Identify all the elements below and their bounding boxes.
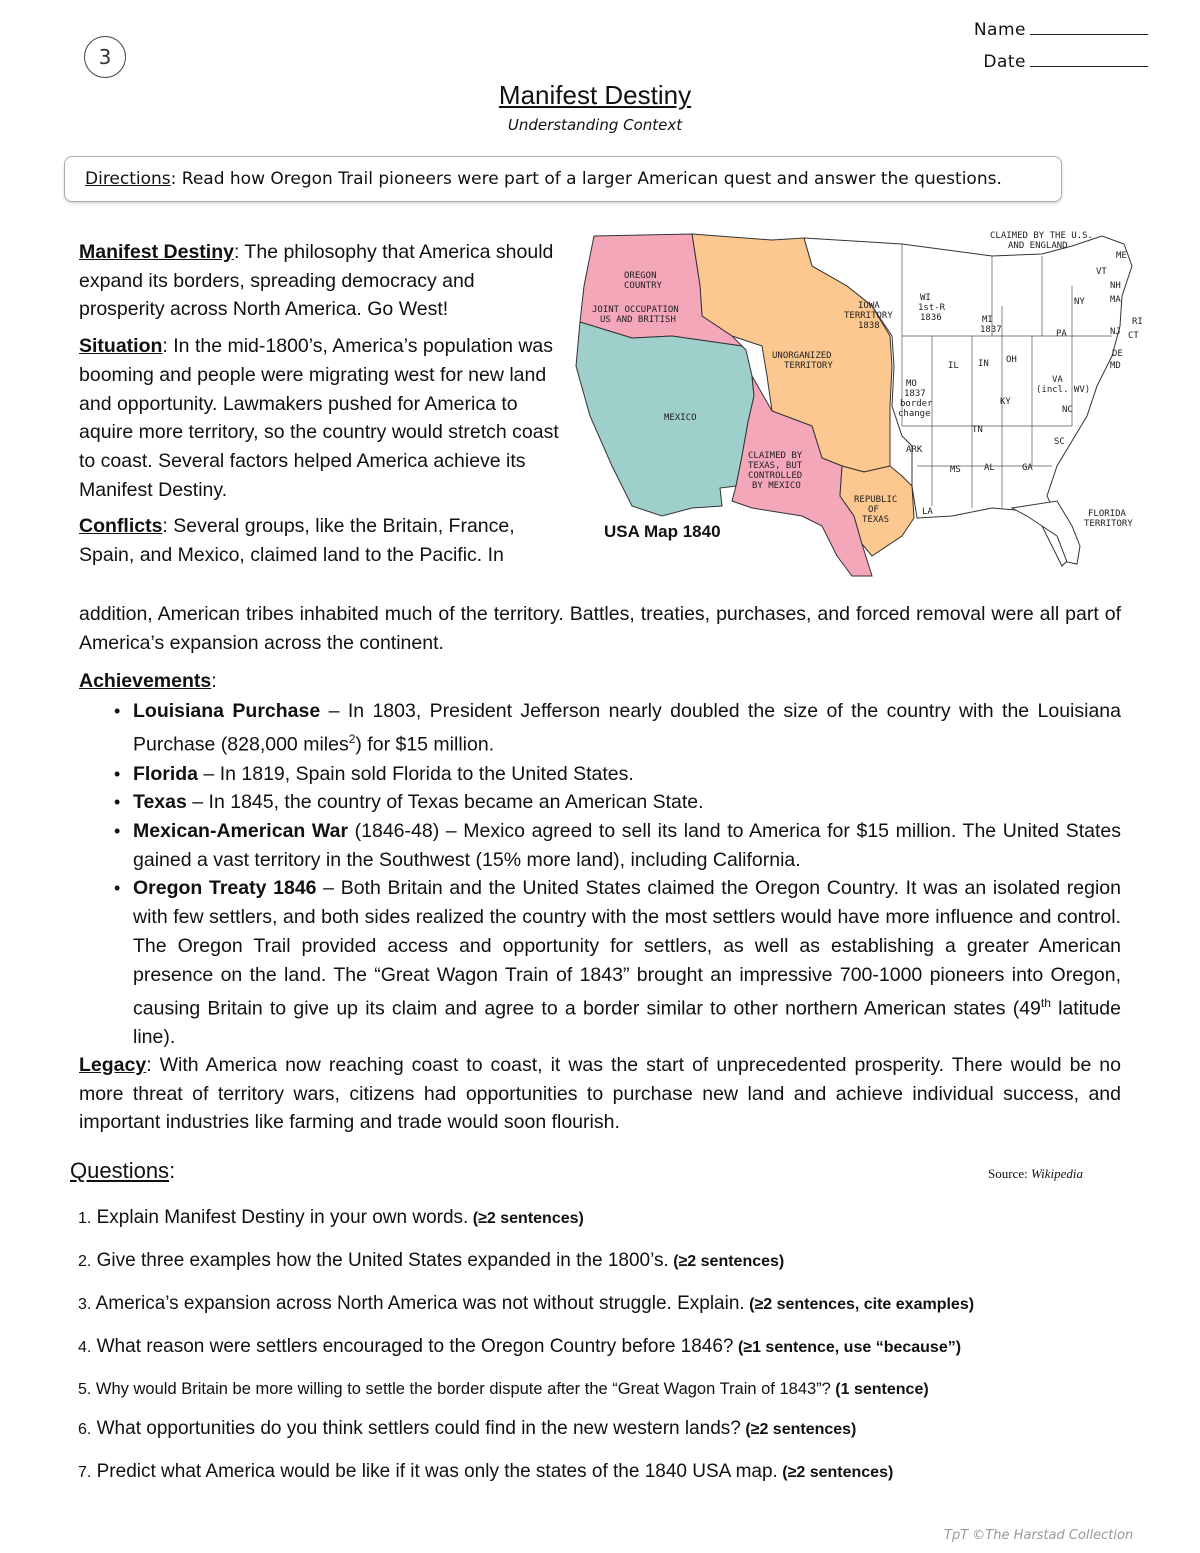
svg-text:IOWA: IOWA [858, 301, 880, 311]
svg-text:change: change [898, 409, 931, 419]
question-hint: (≥2 sentences) [668, 1253, 785, 1270]
achievement-title: Texas [133, 791, 187, 814]
question-hint: (1 sentence) [830, 1381, 929, 1398]
achievements-heading: Achievements [79, 670, 212, 692]
svg-text:TERRITORY: TERRITORY [844, 311, 893, 321]
question-4 [78, 1336, 961, 1358]
date-label: Date [983, 52, 1026, 72]
achievement-tail: latitude line). [133, 997, 1121, 1049]
directions-text: : Read how Oregon Trail pioneers were part of a larger American quest and answer the questions. [170, 169, 1002, 189]
svg-text:TN: TN [972, 425, 983, 435]
question-number: 1. [78, 1210, 92, 1227]
date-field[interactable] [983, 52, 1148, 72]
achievements-heading-row [79, 667, 1121, 696]
achievements-list [79, 697, 1121, 1052]
conflicts-paragraph-bottom [79, 600, 1121, 657]
svg-text:NH: NH [1110, 281, 1121, 291]
name-field[interactable] [974, 20, 1148, 40]
svg-text:MD: MD [1110, 361, 1121, 371]
source-label: Source: [988, 1166, 1031, 1181]
question-hint: (≥2 sentences) [777, 1464, 894, 1481]
date-blank[interactable] [1030, 52, 1148, 67]
svg-text:RI: RI [1132, 317, 1143, 327]
svg-text:NY: NY [1074, 297, 1085, 307]
svg-text:ARK: ARK [906, 445, 923, 455]
svg-text:VT: VT [1096, 267, 1107, 277]
achievement-item [79, 817, 1121, 874]
question-hint: (≥1 sentence, use “because”) [733, 1339, 962, 1356]
question-number: 3. [78, 1296, 92, 1313]
svg-text:CLAIMED BY THE U.S.: CLAIMED BY THE U.S. [990, 231, 1093, 241]
svg-text:FLORIDA: FLORIDA [1088, 509, 1126, 519]
conflicts-text-bottom: addition, American tribes inhabited much of the territory. Battles, treaties, purchases, and forced removal were all part of America’s expansion across the continent. [79, 603, 1121, 654]
question-number: 2. [78, 1253, 92, 1270]
achievement-text: – In 1845, the country of Texas became an American State. [186, 791, 704, 814]
achievement-title: Oregon Treaty 1846 [133, 877, 317, 900]
achievement-tail: ) for $15 million. [355, 733, 495, 756]
question-text: America’s expansion across North America was not without struggle. Explain. [91, 1293, 745, 1314]
svg-text:1st-R: 1st-R [918, 303, 946, 313]
svg-text:AND ENGLAND: AND ENGLAND [1008, 241, 1068, 251]
achievement-item [79, 697, 1121, 760]
svg-text:(incl. WV): (incl. WV) [1036, 385, 1091, 395]
svg-text:MEXICO: MEXICO [664, 413, 697, 423]
conflicts-paragraph-top [79, 512, 561, 569]
svg-text:REPUBLIC: REPUBLIC [854, 495, 898, 505]
question-hint: (≥2 sentences, cite examples) [744, 1296, 975, 1313]
svg-text:US AND BRITISH: US AND BRITISH [600, 315, 676, 325]
question-text: Explain Manifest Destiny in your own words. [91, 1207, 469, 1228]
svg-text:IN: IN [978, 359, 989, 369]
svg-text:WI: WI [920, 293, 931, 303]
question-number: 6. [78, 1421, 92, 1438]
svg-text:OREGON: OREGON [624, 271, 657, 281]
situation-heading: Situation [79, 335, 163, 358]
page-number-badge: 3 [84, 36, 126, 78]
source-credit [988, 1166, 1083, 1182]
svg-text:TEXAS, BUT: TEXAS, BUT [748, 461, 803, 471]
svg-text:1837: 1837 [980, 325, 1002, 335]
achievement-title: Florida [133, 762, 199, 785]
achievement-sup: 2 [348, 732, 356, 747]
svg-text:JOINT OCCUPATION: JOINT OCCUPATION [592, 305, 679, 315]
page-subtitle: Understanding Context [507, 116, 683, 134]
svg-text:COUNTRY: COUNTRY [624, 281, 662, 291]
question-number: 7. [78, 1464, 92, 1481]
question-3 [78, 1293, 974, 1315]
question-text: Give three examples how the United States expanded in the 1800’s. [91, 1250, 669, 1271]
achievement-text: – In 1819, Spain sold Florida to the United States. [198, 762, 634, 785]
questions-heading-colon: : [169, 1158, 176, 1183]
svg-text:AL: AL [984, 463, 995, 473]
question-5 [78, 1380, 929, 1399]
svg-text:TERRITORY: TERRITORY [1084, 519, 1133, 529]
svg-text:ME: ME [1116, 251, 1127, 261]
svg-text:BY MEXICO: BY MEXICO [752, 481, 801, 491]
svg-text:NJ: NJ [1110, 327, 1121, 337]
svg-text:LA: LA [922, 507, 933, 517]
svg-text:OF: OF [868, 505, 879, 515]
intro-column [79, 238, 561, 570]
manifest-paragraph [79, 238, 561, 324]
achievement-sup: th [1040, 996, 1051, 1011]
svg-text:TERRITORY: TERRITORY [784, 361, 833, 371]
name-label: Name [973, 20, 1026, 40]
svg-text:VA: VA [1052, 375, 1063, 385]
achievement-text: – Both Britain and the United States claimed the Oregon Country. It was an isolated region with few settlers, and both sides realized the country with the most settlers would have more influence and control. The Oregon Trail provided access and opportunity for settlers, as well as establishing a greater American presence on the land. The “Great Wagon Train of 1843” brought an impressive 700-1000 pioneers into Oregon, causing Britain to give up its claim and agree to a border similar to other northern American states (49 [133, 877, 1121, 1020]
achievement-text: – In 1803, President Jefferson nearly doubled the size of the country with the Louisiana Purchase (828,000 miles [133, 699, 1121, 756]
legacy-heading: Legacy [79, 1054, 147, 1076]
question-text: Predict what America would be like if it was only the states of the 1840 USA map. [91, 1461, 778, 1482]
svg-text:MI: MI [982, 315, 993, 325]
question-number: 4. [78, 1339, 92, 1356]
page-title: Manifest Destiny [498, 80, 692, 110]
questions-heading-label: Questions [70, 1158, 170, 1183]
svg-text:SC: SC [1054, 437, 1065, 447]
svg-text:1836: 1836 [920, 313, 942, 323]
svg-text:1838: 1838 [858, 321, 880, 331]
directions-box [64, 156, 1062, 202]
achievement-item [79, 760, 1121, 789]
source-name: Wikipedia [1030, 1166, 1083, 1181]
question-7 [78, 1461, 893, 1483]
svg-text:CONTROLLED: CONTROLLED [748, 471, 803, 481]
name-blank[interactable] [1030, 20, 1148, 35]
question-1 [78, 1207, 584, 1229]
conflicts-heading: Conflicts [79, 515, 163, 538]
achievements-colon: : [211, 670, 217, 692]
legacy-paragraph [79, 1051, 1121, 1137]
svg-text:MO: MO [906, 379, 917, 389]
question-2 [78, 1250, 784, 1272]
svg-text:IL: IL [948, 361, 959, 371]
svg-text:GA: GA [1022, 463, 1033, 473]
question-text: What reason were settlers encouraged to the Oregon Country before 1846? [91, 1336, 734, 1357]
situation-text: : In the mid-1800’s, America’s population was booming and people were migrating west for new land and opportunity. Lawmakers pushed for America to aquire more territory, so the country would stretch coast to coast. Several factors helped America achieve its Manifest Destiny. [79, 335, 559, 501]
svg-text:PA: PA [1056, 329, 1067, 339]
achievement-title: Mexican-American War [133, 820, 349, 843]
achievements-section [79, 667, 1121, 1052]
achievement-title: Louisiana Purchase [133, 699, 321, 722]
svg-text:MS: MS [950, 465, 961, 475]
question-number: 5. [78, 1381, 92, 1398]
svg-text:TEXAS: TEXAS [862, 515, 890, 525]
map-caption: USA Map 1840 [604, 522, 721, 541]
svg-text:MA: MA [1110, 295, 1121, 305]
achievement-item [79, 874, 1121, 1052]
questions-heading [70, 1158, 175, 1184]
legacy-text: : With America now reaching coast to coast, it was the start of unprecedented prosperity. There would be no more threat of territory wars, citizens had opportunities to purchase new land and achieve individual success, and important industries like farming and trade would soon flourish. [79, 1054, 1121, 1134]
situation-paragraph [79, 332, 561, 504]
question-text: What opportunities do you think settlers could find in the new western lands? [91, 1418, 741, 1439]
achievement-item [79, 788, 1121, 817]
question-hint: (≥2 sentences) [468, 1210, 584, 1227]
question-6 [78, 1418, 856, 1440]
manifest-heading: Manifest Destiny [79, 241, 234, 263]
svg-text:CT: CT [1128, 331, 1139, 341]
achievement-text: (1846-48) – Mexico agreed to sell its land to America for $15 million. The United States gained a vast territory in the Southwest (15% more land), including California. [133, 820, 1121, 871]
svg-text:CLAIMED BY: CLAIMED BY [748, 451, 803, 461]
manifest-text: : The philosophy that America should expand its borders, spreading democracy and prosperity across North America. Go West! [79, 241, 554, 321]
svg-text:UNORGANIZED: UNORGANIZED [772, 351, 832, 361]
footer-credit: TpT ©The Harstad Collection [944, 1528, 1134, 1543]
directions-label: Directions [85, 169, 171, 189]
question-hint: (≥2 sentences) [740, 1421, 857, 1438]
svg-text:NC: NC [1062, 405, 1073, 415]
conflicts-text-top: : Several groups, like the Britain, France, Spain, and Mexico, claimed land to the Pacific. In [79, 515, 515, 567]
svg-text:OH: OH [1006, 355, 1017, 365]
svg-text:DE: DE [1112, 349, 1123, 359]
svg-text:border: border [900, 399, 933, 409]
svg-text:KY: KY [1000, 397, 1011, 407]
svg-text:1837: 1837 [904, 389, 926, 399]
question-text: Why would Britain be more willing to settle the border dispute after the “Great Wagon Train of 1843”? [91, 1380, 831, 1398]
